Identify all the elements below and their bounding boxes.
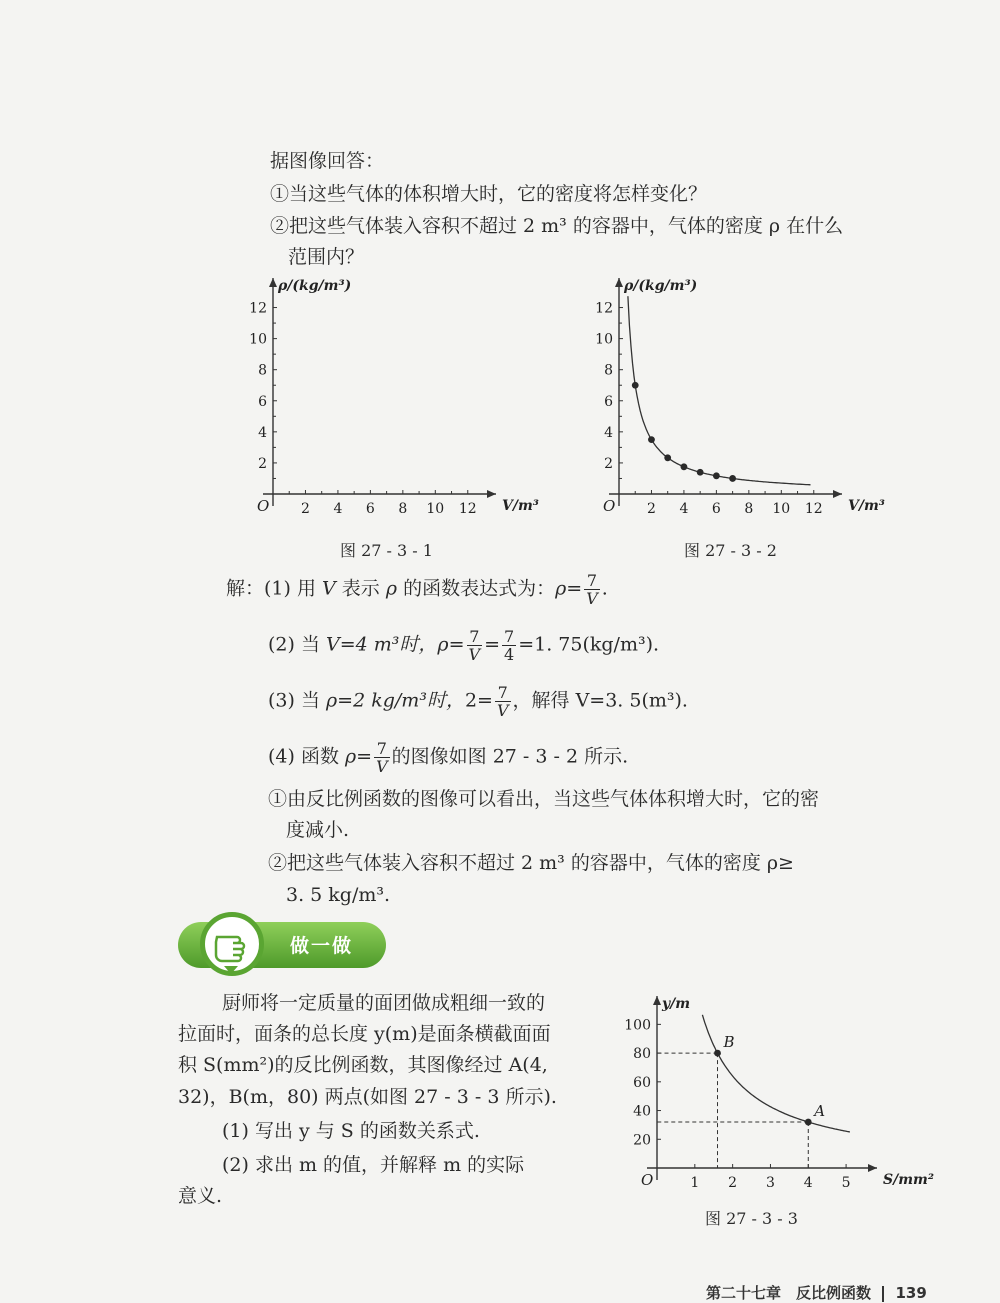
caption-27-3-3: 图 27 - 3 - 3 [705,1209,798,1228]
exercise-line-4: 32)，B(m，80) 两点(如图 27 - 3 - 3 所示). [178,1086,557,1108]
var-rho: ρ [385,577,398,600]
numerator: 7 [467,628,483,646]
x-tick-label: 2 [728,1175,738,1191]
y-tick-label: 4 [258,424,267,441]
y-axis-arrow [653,996,661,1005]
numerator: 7 [504,627,515,646]
x-tick-label: 3 [765,1175,775,1191]
chart-27-3-2 [584,272,885,522]
x-tick-label: 12 [804,501,823,517]
answer-2-line2: 3. 5 kg/m³. [286,884,391,906]
x-tick-label: 5 [841,1175,851,1191]
x-tick-label: 2 [301,501,310,517]
solution-text: 的函数表达式为： [403,577,556,600]
x-tick-label: 4 [803,1175,813,1191]
fraction-7-over-v [584,572,600,607]
data-point [697,469,704,476]
data-point [681,463,688,470]
caption-27-3-2: 图 27 - 3 - 2 [684,541,777,560]
footer-divider [882,1286,884,1302]
page-number: 139 [895,1284,927,1302]
solution-condition: ρ=2 kg/m³时， [326,689,465,712]
origin-label: O [257,497,270,515]
two-eq: 2= [464,689,493,712]
fraction-7-over-v [467,628,483,663]
denominator: V [496,701,509,720]
y-tick-label: 4 [604,424,613,441]
x-axis-label: S/mm² [883,1172,934,1188]
rho-eq: ρ= [437,633,465,656]
y-tick-label: 2 [258,455,267,472]
y-tick-label: 8 [258,362,267,379]
denominator: V [586,589,598,608]
banner-pointer [224,966,238,974]
exercise-line-7: 意义. [178,1185,223,1207]
exercise-line-3: 积 S(mm²)的反比例函数，其图像经过 A(4, [178,1054,548,1076]
y-axis-label: ρ/(kg/m³) [278,278,352,294]
exercise-line-6: (2) 求出 m 的值，并解释 m 的实际 [222,1154,525,1176]
data-point [713,472,720,479]
section-title: 做一做 [290,935,354,957]
data-point [632,382,639,389]
hand-icon-glyph [205,917,259,971]
answer-2-line1: ②把这些气体装入容积不超过 2 m³ 的容器中，气体的密度 ρ≥ [268,852,794,874]
rho-eq: ρ= [345,745,373,768]
numerator: 7 [495,684,511,702]
question-intro: 据图像回答： [270,150,385,172]
solution-step-4 [268,740,628,775]
y-tick-label: 60 [633,1074,651,1091]
y-tick-label: 12 [249,300,267,317]
solution-text: (3) 当 [268,689,320,712]
inverse-proportion-curve [628,296,811,485]
y-axis-arrow [615,278,623,287]
solution-result: ，解得 V=3. 5(m³). [512,689,688,712]
chart-27-3-3 [612,986,934,1196]
fraction-7-over-v [495,684,511,719]
solution-result: =1. 75(kg/m³). [518,633,660,656]
x-tick-label: 6 [711,501,721,517]
x-axis-arrow [487,490,496,498]
rho-eq: ρ= [555,577,583,600]
x-axis-arrow [833,490,842,498]
y-axis-label: ρ/(kg/m³) [624,278,698,294]
y-tick-label: 20 [633,1132,651,1149]
y-axis-arrow [269,278,277,287]
point-label-b: B [723,1033,735,1052]
answer-1-line1: ①由反比例函数的图像可以看出，当这些气体体积增大时，它的密 [268,788,820,810]
exercise-line-5: (1) 写出 y 与 S 的函数关系式. [222,1120,480,1142]
equals: = [484,633,500,656]
solution-lead: 解：(1) 用 [226,577,316,600]
origin-label: O [641,1171,654,1189]
solution-step-1 [226,572,608,607]
solution-text: 表示 [341,577,380,600]
data-point [805,1119,812,1126]
x-tick-label: 12 [458,501,477,517]
data-point [729,475,736,482]
denominator: 4 [504,645,515,664]
x-tick-label: 2 [647,501,656,517]
x-tick-label: 10 [772,501,791,517]
y-tick-label: 8 [604,362,613,379]
y-tick-label: 6 [258,393,267,410]
y-tick-label: 10 [595,331,613,348]
x-tick-label: 4 [333,501,343,517]
y-tick-label: 6 [604,393,613,410]
fraction-7-over-4 [502,628,516,663]
solution-step-2 [268,628,659,663]
question-2-line2: 范围内？ [288,246,365,268]
solution-condition: V=4 m³时， [326,633,438,656]
x-tick-label: 8 [744,501,754,517]
data-point [664,454,671,461]
solution-text: (2) 当 [268,633,320,656]
question-1: ①当这些气体的体积增大时，它的密度将怎样变化？ [270,183,708,205]
denominator: V [376,757,388,776]
x-tick-label: 1 [690,1175,700,1191]
point-label-a: A [814,1102,826,1121]
x-tick-label: 10 [426,501,445,517]
chart-27-3-1 [240,272,539,522]
x-axis-arrow [868,1164,877,1172]
footer-chapter: 第二十七章 反比例函数 [706,1284,872,1302]
numerator: 7 [584,572,600,590]
y-tick-label: 12 [595,300,613,317]
period: . [601,577,608,600]
y-tick-label: 80 [633,1046,651,1063]
x-tick-label: 4 [679,501,689,517]
denominator: V [468,645,481,664]
x-axis-label: V/m³ [502,498,539,514]
exercise-line-1: 厨师将一定质量的面团做成粗细一致的 [222,992,546,1014]
caption-27-3-1: 图 27 - 3 - 1 [340,541,433,560]
origin-label: O [603,497,616,515]
y-tick-label: 100 [624,1017,651,1034]
exercise-line-2: 拉面时，面条的总长度 y(m)是面条横截面面 [178,1023,551,1045]
y-tick-label: 10 [249,331,267,348]
solution-result: 的图像如图 27 - 3 - 2 所示. [391,745,629,768]
numerator: 7 [374,740,390,758]
y-axis-label: y/m [662,996,691,1012]
answer-1-line2: 度减小. [286,819,350,841]
question-2-line1: ②把这些气体装入容积不超过 2 m³ 的容器中，气体的密度 ρ 在什么 [270,215,844,237]
y-tick-label: 2 [604,455,613,472]
page-footer [706,1282,927,1303]
solution-text: (4) 函数 [268,745,339,768]
solution-step-3 [268,684,688,719]
x-axis-label: V/m³ [848,498,885,514]
fraction-7-over-v [374,740,390,775]
var-v: V [322,577,336,600]
data-point [714,1050,721,1057]
y-tick-label: 40 [633,1103,651,1120]
x-tick-label: 8 [398,501,408,517]
data-point [648,436,655,443]
x-tick-label: 6 [365,501,375,517]
